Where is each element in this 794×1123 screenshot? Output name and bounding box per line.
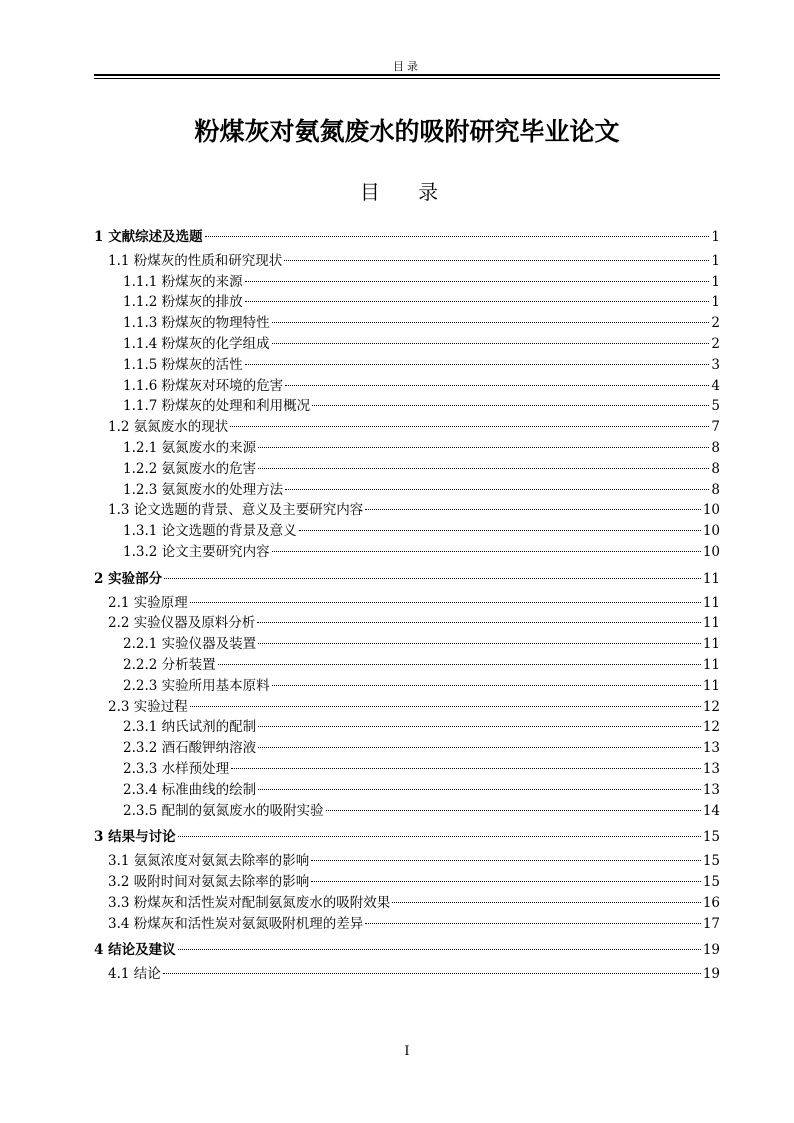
toc-entry[interactable] bbox=[123, 543, 720, 561]
toc-entry-page: 11 bbox=[702, 657, 720, 673]
toc-entry-page: 2 bbox=[711, 336, 720, 352]
toc-entry[interactable] bbox=[123, 760, 720, 778]
toc-leader-dots bbox=[258, 747, 701, 748]
toc-leader-dots bbox=[312, 405, 709, 406]
toc-entry-label: 1.1.7 粉煤灰的处理和利用概况 bbox=[123, 398, 311, 415]
toc-entry[interactable] bbox=[108, 418, 720, 436]
toc-entry-label: 3.3 粉煤灰和活性炭对配制氨氮废水的吸附效果 bbox=[108, 894, 391, 911]
toc-leader-dots bbox=[231, 768, 701, 769]
toc-entry-page: 10 bbox=[702, 544, 720, 560]
toc-leader-dots bbox=[190, 602, 701, 603]
toc-entry-page: 11 bbox=[702, 636, 720, 653]
toc-entry[interactable] bbox=[94, 828, 720, 846]
toc-entry-label: 4 结论及建议 bbox=[94, 942, 176, 959]
toc-entry[interactable] bbox=[123, 335, 720, 353]
toc-entry-page: 11 bbox=[702, 570, 720, 587]
toc-entry[interactable] bbox=[123, 481, 720, 499]
toc-leader-dots bbox=[326, 810, 701, 811]
toc-entry[interactable] bbox=[108, 698, 720, 716]
toc-leader-dots bbox=[258, 643, 701, 644]
toc-entry[interactable] bbox=[123, 356, 720, 374]
toc-entry-page: 1 bbox=[711, 252, 720, 269]
toc-entry-page: 4 bbox=[711, 377, 720, 394]
toc-entry-page: 15 bbox=[702, 874, 720, 890]
toc-entry-label: 1.1.2 粉煤灰的排放 bbox=[123, 294, 243, 311]
document-title: 粉煤灰对氨氮废水的吸附研究毕业论文 bbox=[194, 117, 620, 146]
page-number: I bbox=[404, 1044, 410, 1059]
toc-entry-label: 1.1 粉煤灰的性质和研究现状 bbox=[108, 252, 283, 269]
toc-entry[interactable] bbox=[108, 965, 720, 983]
toc-entry-label: 2.1 实验原理 bbox=[108, 594, 188, 611]
toc-entry[interactable] bbox=[123, 397, 720, 415]
toc-entry-label: 4.1 结论 bbox=[108, 966, 161, 983]
toc-entry-label: 2.2 实验仪器及原料分析 bbox=[108, 615, 256, 632]
toc-entry[interactable] bbox=[108, 873, 720, 891]
toc-entry-page: 3 bbox=[711, 356, 720, 373]
toc-entry-page: 11 bbox=[702, 615, 720, 632]
toc-entry-label: 1 文献综述及选题 bbox=[94, 229, 203, 245]
toc-entry[interactable] bbox=[108, 501, 720, 519]
toc-entry[interactable] bbox=[123, 377, 720, 395]
toc-entry-label: 1.1.4 粉煤灰的化学组成 bbox=[123, 336, 270, 352]
toc-leader-dots bbox=[178, 949, 701, 950]
toc-leader-dots bbox=[190, 706, 701, 707]
toc-entry-label: 1.1.1 粉煤灰的来源 bbox=[123, 273, 243, 290]
toc-entry-page: 17 bbox=[702, 915, 720, 932]
toc-entry[interactable] bbox=[123, 718, 720, 736]
toc-entry[interactable] bbox=[123, 677, 720, 695]
toc-leader-dots bbox=[258, 447, 709, 448]
header-rule bbox=[94, 74, 720, 76]
toc-entry-page: 13 bbox=[702, 761, 720, 777]
toc-leader-dots bbox=[230, 426, 709, 427]
toc-entry-page: 2 bbox=[711, 315, 720, 332]
toc-entry-label: 2.3.4 标准曲线的绘制 bbox=[123, 781, 257, 798]
toc-entry-page: 8 bbox=[711, 460, 720, 477]
toc-entry-page: 10 bbox=[702, 502, 720, 519]
toc-entry-page: 14 bbox=[702, 802, 720, 819]
toc-entry-label: 1.2.1 氨氮废水的来源 bbox=[123, 440, 257, 456]
toc-entry-page: 19 bbox=[702, 942, 720, 959]
toc-entry-page: 12 bbox=[702, 698, 720, 715]
toc-entry[interactable] bbox=[108, 894, 720, 912]
toc-entry-label: 1.3 论文选题的背景、意义及主要研究内容 bbox=[108, 502, 364, 519]
toc-entry[interactable] bbox=[123, 314, 720, 332]
toc-leader-dots bbox=[272, 322, 710, 323]
toc-entry-label: 1.2 氨氮废水的现状 bbox=[108, 419, 229, 436]
toc-leader-dots bbox=[299, 530, 701, 531]
toc-entry-label: 3.1 氨氮浓度对氨氮去除率的影响 bbox=[108, 853, 310, 870]
toc-heading: 目 录 bbox=[359, 180, 455, 204]
toc-entry-label: 1.1.3 粉煤灰的物理特性 bbox=[123, 315, 270, 332]
toc-entry-page: 13 bbox=[702, 781, 720, 798]
toc-entry-label: 1.2.2 氨氮废水的危害 bbox=[123, 460, 257, 477]
toc-leader-dots bbox=[164, 578, 701, 579]
header-rule-thin bbox=[94, 78, 720, 79]
toc-entry-page: 1 bbox=[711, 294, 720, 311]
running-header: 目录 bbox=[393, 60, 421, 73]
toc-entry[interactable] bbox=[123, 460, 720, 478]
toc-leader-dots bbox=[272, 685, 701, 686]
toc-entry[interactable] bbox=[94, 228, 720, 246]
toc-entry-label: 2.2.3 实验所用基本原料 bbox=[123, 677, 270, 694]
toc-leader-dots bbox=[258, 726, 701, 727]
toc-leader-dots bbox=[272, 551, 701, 552]
toc-entry[interactable] bbox=[94, 570, 720, 588]
toc-leader-dots bbox=[258, 468, 709, 469]
toc-leader-dots bbox=[311, 860, 701, 861]
toc-entry-label: 2.3.5 配制的氨氮废水的吸附实验 bbox=[123, 802, 324, 819]
toc-entry-page: 11 bbox=[702, 594, 720, 611]
toc-leader-dots bbox=[178, 836, 701, 837]
toc-entry-label: 3.4 粉煤灰和活性炭对氨氮吸附机理的差异 bbox=[108, 915, 364, 932]
toc-entry-label: 2.3.2 酒石酸钾纳溶液 bbox=[123, 740, 257, 757]
toc-entry-label: 2 实验部分 bbox=[94, 570, 163, 587]
toc-leader-dots bbox=[258, 789, 701, 790]
toc-entry-label: 2.2.1 实验仪器及装置 bbox=[123, 636, 257, 653]
toc-leader-dots bbox=[365, 923, 701, 924]
toc-entry-label: 1.2.3 氨氮废水的处理方法 bbox=[123, 481, 284, 498]
toc-entry-label: 2.3 实验过程 bbox=[108, 698, 188, 715]
toc-entry-label: 3.2 吸附时间对氨氮去除率的影响 bbox=[108, 874, 310, 890]
toc-entry-page: 7 bbox=[711, 419, 720, 436]
toc-entry[interactable] bbox=[123, 739, 720, 757]
toc-entry[interactable] bbox=[123, 656, 720, 674]
toc-entry[interactable] bbox=[108, 852, 720, 870]
toc-entry[interactable] bbox=[108, 915, 720, 933]
toc-entry-page: 11 bbox=[702, 677, 720, 694]
toc-entry-page: 1 bbox=[711, 273, 720, 290]
toc-leader-dots bbox=[218, 664, 701, 665]
toc-entry-label: 1.1.5 粉煤灰的活性 bbox=[123, 356, 243, 373]
toc-entry-label: 2.3.3 水样预处理 bbox=[123, 761, 230, 777]
toc-entry[interactable] bbox=[123, 781, 720, 799]
toc-entry-page: 5 bbox=[711, 398, 720, 415]
toc-leader-dots bbox=[365, 509, 701, 510]
toc-leader-dots bbox=[311, 881, 701, 882]
toc-leader-dots bbox=[245, 281, 710, 282]
toc-entry-page: 13 bbox=[702, 740, 720, 757]
toc-entry[interactable] bbox=[123, 635, 720, 653]
toc-entry-label: 3 结果与讨论 bbox=[94, 829, 176, 846]
toc-entry[interactable] bbox=[94, 941, 720, 959]
toc-entry[interactable] bbox=[123, 802, 720, 820]
toc-entry[interactable] bbox=[108, 614, 720, 632]
toc-entry-label: 2.2.2 分析装置 bbox=[123, 657, 216, 673]
toc-entry[interactable] bbox=[108, 594, 720, 612]
toc-leader-dots bbox=[285, 385, 709, 386]
toc-entry[interactable] bbox=[123, 293, 720, 311]
toc-entry-label: 1.1.6 粉煤灰对环境的危害 bbox=[123, 377, 284, 394]
toc-entry-page: 8 bbox=[711, 440, 720, 456]
toc-entry-label: 2.3.1 纳氏试剂的配制 bbox=[123, 719, 257, 736]
toc-leader-dots bbox=[205, 236, 710, 237]
toc-entry-label: 1.3.2 论文主要研究内容 bbox=[123, 544, 270, 560]
toc-entry-page: 10 bbox=[702, 523, 720, 540]
toc-entry-page: 15 bbox=[702, 829, 720, 846]
toc-entry-page: 15 bbox=[702, 853, 720, 870]
toc-entry-label: 1.3.1 论文选题的背景及意义 bbox=[123, 523, 297, 540]
toc-leader-dots bbox=[392, 902, 701, 903]
toc-entry-page: 19 bbox=[702, 966, 720, 983]
toc-entry-page: 16 bbox=[702, 894, 720, 911]
toc-leader-dots bbox=[163, 973, 701, 974]
toc-leader-dots bbox=[257, 622, 701, 623]
toc-entry[interactable] bbox=[123, 522, 720, 540]
toc-leader-dots bbox=[284, 260, 709, 261]
toc-entry[interactable] bbox=[108, 252, 720, 270]
toc-entry[interactable] bbox=[123, 273, 720, 291]
toc-entry[interactable] bbox=[123, 439, 720, 457]
toc-entry-page: 1 bbox=[711, 229, 720, 245]
toc-entry-page: 8 bbox=[711, 481, 720, 498]
toc-leader-dots bbox=[245, 301, 710, 302]
toc-entry-page: 12 bbox=[702, 719, 720, 736]
toc-leader-dots bbox=[285, 489, 709, 490]
toc-leader-dots bbox=[272, 343, 710, 344]
toc-leader-dots bbox=[245, 364, 710, 365]
